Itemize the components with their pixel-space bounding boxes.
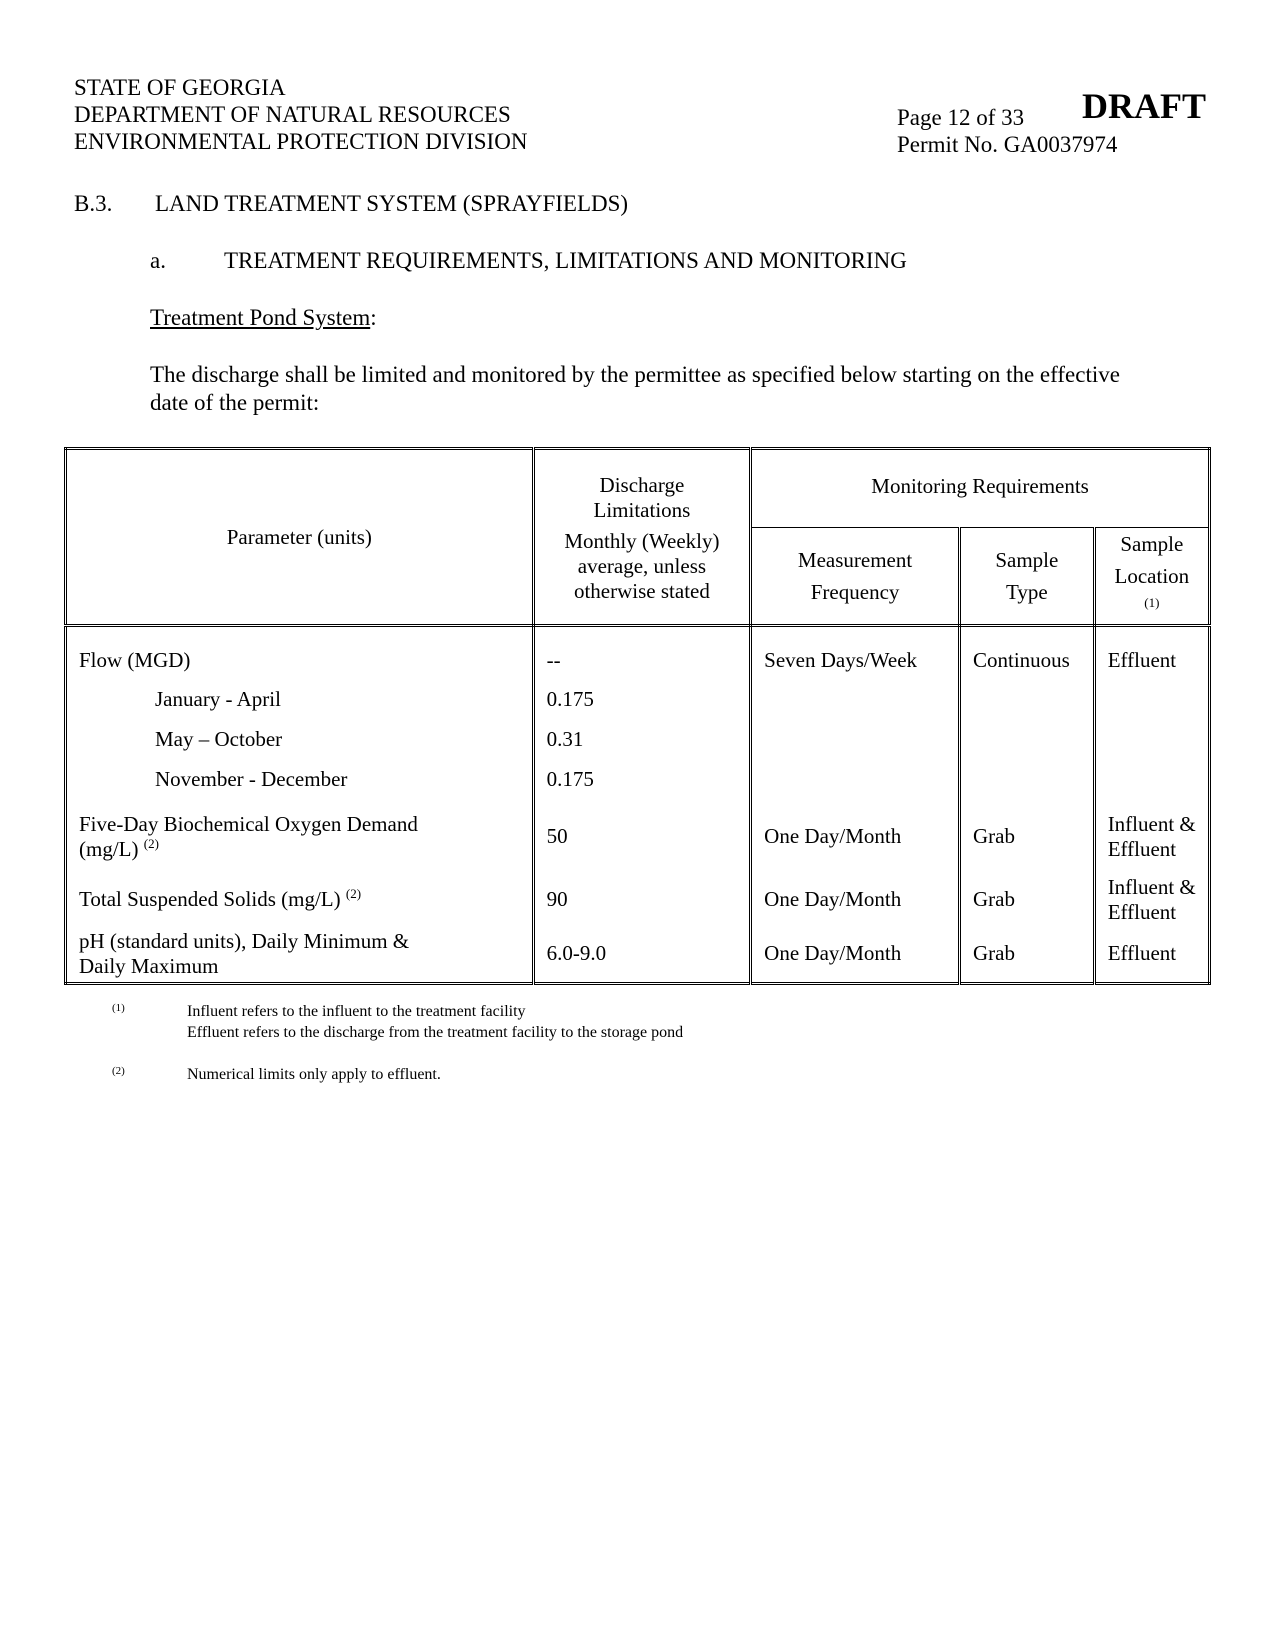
header-discharge-line-1: Discharge <box>599 473 685 497</box>
table-header-row-1 <box>66 449 1210 528</box>
agency-department: DEPARTMENT OF NATURAL RESOURCES <box>74 102 511 127</box>
header-frequency-line-2: Frequency <box>810 580 900 604</box>
cell-limit-flow: -- <box>533 626 751 680</box>
cell-type-tss: Grab <box>959 874 1094 926</box>
cell-param-ph-line-1: pH (standard units), Daily Minimum & <box>79 928 410 953</box>
header-monthly-line-2: average, unless <box>577 554 707 578</box>
cell-param-bod-unit: (mg/L) <box>79 836 139 861</box>
cell-type-ph: Grab <box>959 926 1094 984</box>
draft-stamp: DRAFT <box>1082 86 1206 126</box>
header-frequency-line-1: Measurement <box>797 548 913 572</box>
footnote-1-line-2: Effluent refers to the discharge from the treatment facility to the storage pond <box>187 1024 684 1041</box>
footnote-mark-2: (2) <box>112 1065 125 1077</box>
table-row <box>66 926 1210 984</box>
system-colon: : <box>370 305 377 330</box>
header-monthly-line-1: Monthly (Weekly) <box>564 529 720 553</box>
intro-line-1: The discharge shall be limited and monitored by the permittee as specified below starting on the effective <box>150 362 1120 387</box>
cell-location-flow: Effluent <box>1094 626 1209 680</box>
footnote-1-line-1: Influent refers to the influent to the treatment facility <box>187 1003 526 1020</box>
header-sample-type-line-2: Type <box>1005 580 1048 604</box>
footnote-2-text: Numerical limits only apply to effluent. <box>187 1066 441 1083</box>
header-sample-location-line-1: Sample <box>1120 532 1184 556</box>
table-row <box>66 680 1210 720</box>
cell-location-tss-line-1: Influent & <box>1107 874 1196 899</box>
header-sample-location-line-2 <box>1108 560 1196 624</box>
table-row <box>66 720 1210 760</box>
section-title: LAND TREATMENT SYSTEM (SPRAYFIELDS) <box>155 191 629 216</box>
header-frequency <box>751 528 960 626</box>
cell-location-tss <box>1094 874 1209 926</box>
cell-period: January - April <box>66 680 534 720</box>
cell-period-value: 0.175 <box>533 760 751 800</box>
cell-limit-tss: 90 <box>533 874 751 926</box>
cell-limit-bod: 50 <box>533 800 751 874</box>
table-row <box>66 874 1210 926</box>
header-monitoring-label: Monitoring Requirements <box>871 474 1089 498</box>
table-row <box>66 760 1210 800</box>
cell-period-value: 0.175 <box>533 680 751 720</box>
cell-period-value: 0.31 <box>533 720 751 760</box>
header-parameter <box>66 449 534 626</box>
agency-state: STATE OF GEORGIA <box>74 75 286 100</box>
cell-param-tss-text: Total Suspended Solids (mg/L) <box>79 887 341 911</box>
header-monthly-line-3: otherwise stated <box>573 579 710 603</box>
header-sample-type-line-1: Sample <box>995 548 1059 572</box>
cell-frequency-flow: Seven Days/Week <box>751 626 960 680</box>
cell-period: May – October <box>66 720 534 760</box>
cell-location-bod <box>1094 800 1209 874</box>
cell-limit-ph: 6.0-9.0 <box>533 926 751 984</box>
system-label: Treatment Pond System <box>150 305 371 330</box>
cell-param-flow: Flow (MGD) <box>66 626 534 680</box>
cell-param-ph <box>66 926 534 984</box>
footnote-ref-2: (2) <box>143 835 159 851</box>
header-sample-location-text: Location <box>1114 564 1190 588</box>
header-discharge <box>533 449 751 626</box>
intro-line-2: date of the permit: <box>150 390 320 415</box>
footnote-ref-2: (2) <box>345 886 362 901</box>
cell-frequency-bod: One Day/Month <box>751 800 960 874</box>
cell-param-tss <box>66 874 534 926</box>
header-monitoring <box>751 449 1210 528</box>
cell-type-bod: Grab <box>959 800 1094 874</box>
cell-period: November - December <box>66 760 534 800</box>
header-sample-location <box>1094 528 1209 626</box>
cell-frequency-ph: One Day/Month <box>751 926 960 984</box>
table-row <box>66 800 1210 874</box>
header-discharge-line-2: Limitations <box>593 498 691 522</box>
agency-division: ENVIRONMENTAL PROTECTION DIVISION <box>74 129 528 154</box>
subsection-title: TREATMENT REQUIREMENTS, LIMITATIONS AND MONITORING <box>224 248 907 273</box>
header-parameter-label: Parameter (units) <box>226 524 372 549</box>
cell-param-bod-line-1: Five-Day Biochemical Oxygen Demand <box>79 811 418 836</box>
cell-param-ph-line-2: Daily Maximum <box>79 953 219 978</box>
cell-location-bod-line-2: Effluent <box>1107 836 1177 861</box>
permit-number: Permit No. GA0037974 <box>897 132 1118 157</box>
cell-location-ph: Effluent <box>1094 926 1209 984</box>
table-row <box>66 626 1210 680</box>
section-number: B.3. <box>74 191 113 216</box>
cell-location-bod-line-1: Influent & <box>1107 811 1196 836</box>
limits-table <box>64 447 1211 985</box>
cell-type-flow: Continuous <box>959 626 1094 680</box>
header-sample-type <box>959 528 1094 626</box>
cell-param-bod-line-2 <box>79 837 520 862</box>
footnote-mark-1: (1) <box>112 1002 125 1014</box>
cell-frequency-tss: One Day/Month <box>751 874 960 926</box>
footnote-ref-1: (1) <box>1144 595 1160 610</box>
cell-location-tss-line-2: Effluent <box>1107 899 1177 924</box>
system-heading <box>150 304 377 332</box>
subsection-letter: a. <box>150 248 166 273</box>
page-number: Page 12 of 33 <box>897 105 1025 130</box>
cell-param-bod <box>66 800 534 874</box>
